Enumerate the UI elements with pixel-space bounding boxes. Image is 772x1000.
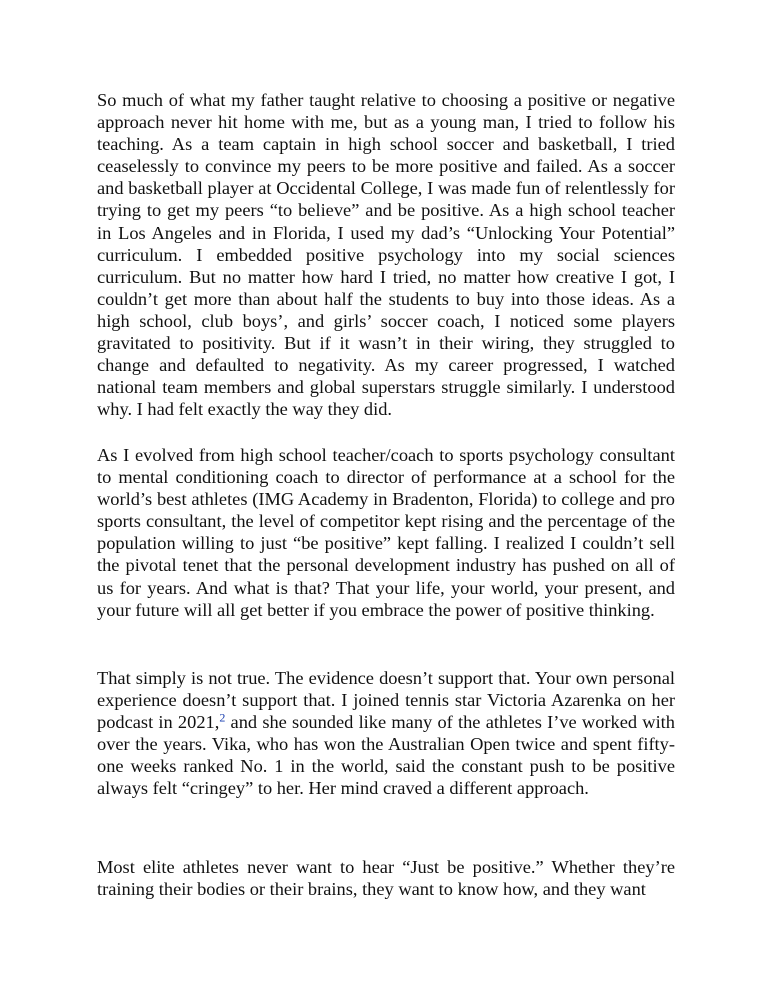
body-paragraph: As I evolved from high school teacher/coach to sports psychology consultant to mental conditioning coach to director of performance at a school for the world’s best athletes (IMG Academy in Bradenton, Florida) to college and pro sports consultant, the level of competitor kept rising and the percentage of the population willing to just “be positive” kept falling. I realized I couldn’t sell the pivotal tenet that the personal development industry has pushed on all of us for years. And what is that? That your life, your world, your present, and your future will all get better if you embrace the power of positive thinking. — [97, 445, 675, 620]
footnote-reference-link[interactable]: 2 — [219, 710, 226, 725]
body-paragraph: So much of what my father taught relative to choosing a positive or negative approach never hit home with me, but as a young man, I tried to follow his teaching. As a team captain in high school soccer and basketball, I tried ceaselessly to convince my peers to be more positive and failed. As a soccer and basketball player at Occidental College, I was made fun of relentlessly for trying to get my peers “to believe” and be positive. As a high school teacher in Los Angeles and in Florida, I used my dad’s “Unlocking Your Potential” curriculum. I embedded positive psychology into my social sciences curriculum. But no matter how hard I tried, no matter how creative I got, I couldn’t get more than about half the students to buy into those ideas. As a high school, club boys’, and girls’ soccer coach, I noticed some players gravitated to positivity. But if it wasn’t in their wiring, they struggled to change and defaulted to negativity. As my career progressed, I watched national team members and global superstars struggle similarly. I understood why. I had felt exactly the way they did. — [97, 90, 675, 420]
paragraph-text: and she sounded like many of the athletes I’ve worked with over the years. Vika, who has won the Australian Open twice and spent fifty-one weeks ranked No. 1 in the world, said the constant push to be positive always felt “cringey” to her. Her mind craved a different approach. — [97, 712, 675, 799]
paragraph-text: That simply is not true. The evidence doesn’t support that. Your own personal experience doesn’t support that. I joined tennis star Victoria Azarenka on her podcast in 2021, — [97, 668, 675, 733]
body-paragraph — [97, 667, 675, 800]
body-paragraph: Most elite athletes never want to hear “Just be positive.” Whether they’re training their bodies or their brains, they want to know how, and they want — [97, 857, 675, 900]
